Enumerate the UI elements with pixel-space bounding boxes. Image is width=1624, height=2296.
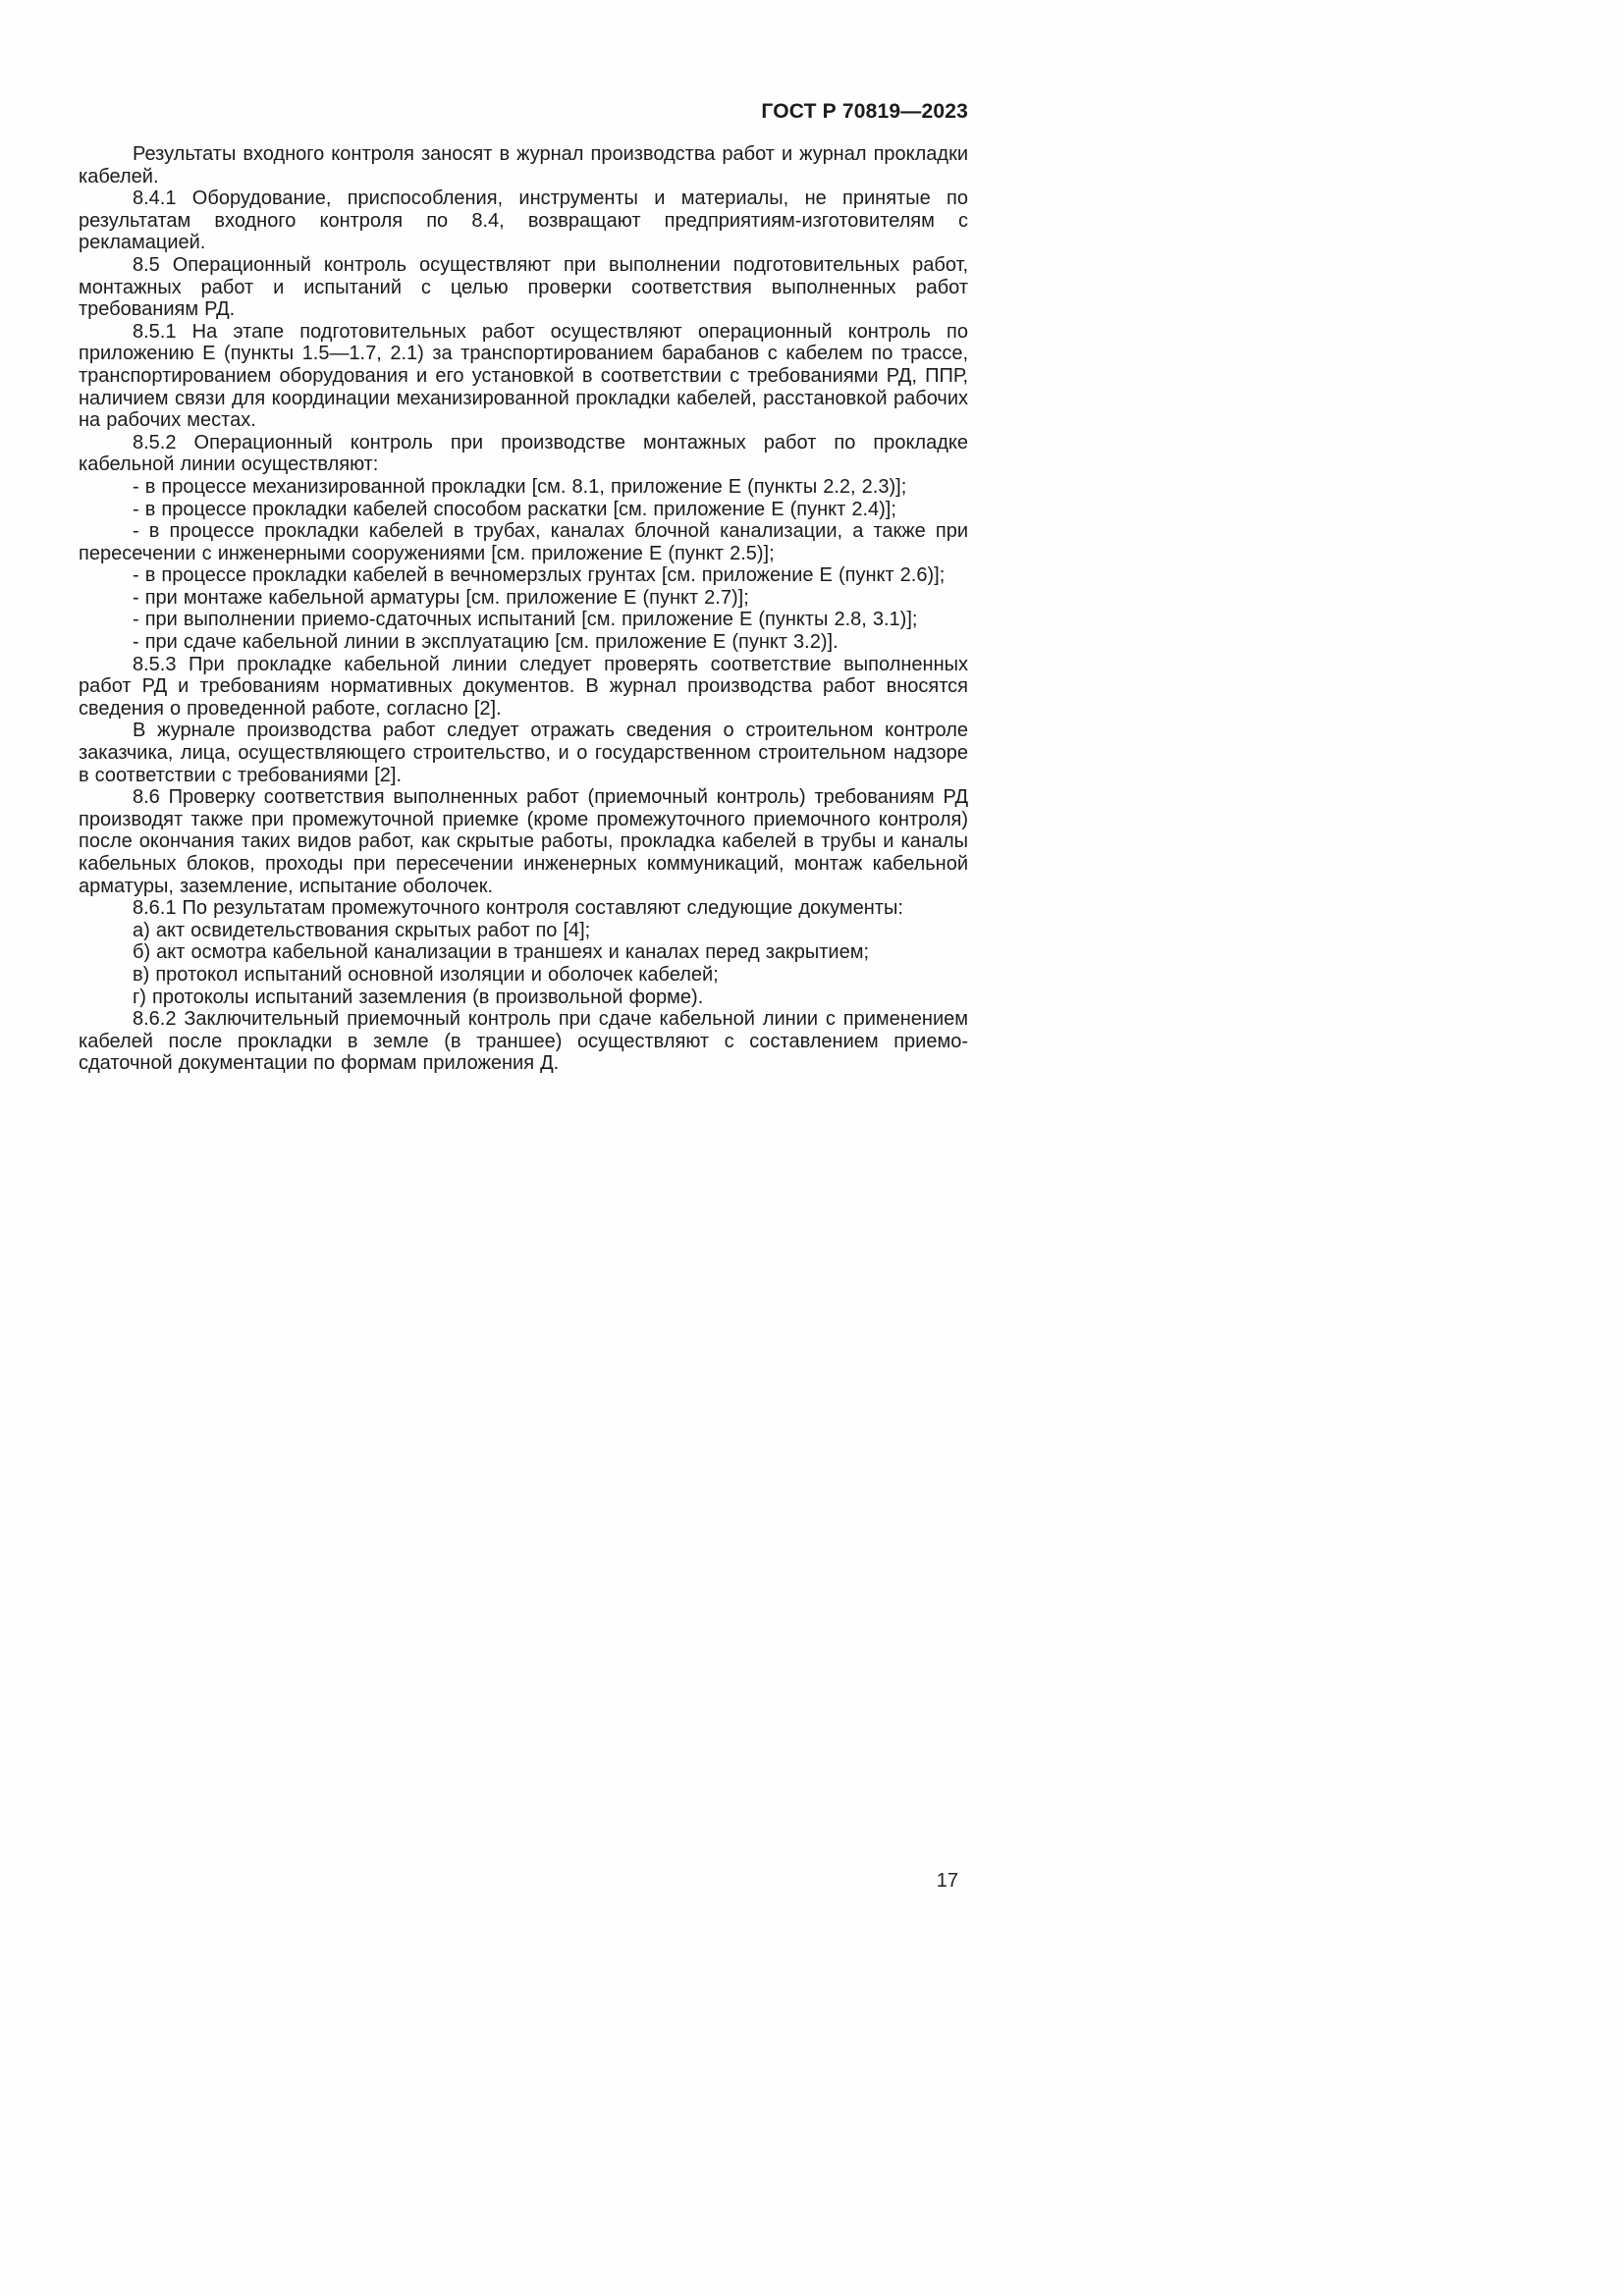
paragraph: 8.6.1 По результатам промежуточного контроля составляют следующие документы:: [133, 897, 903, 920]
list-item: - в процессе прокладки кабелей способом раскатки [см. приложение Е (пункт 2.4)];: [133, 498, 896, 520]
list-item: - при выполнении приемо-сдаточных испытаний [см. приложение Е (пункты 2.8, 3.1)];: [133, 609, 918, 631]
paragraph: 8.6.2 Заключительный приемочный контроль при сдаче кабельной линии с применением кабелей после прокладки в земле (в траншее) осуществляют с составлением приемо-сдаточной документации по формам приложения Д.: [79, 1008, 968, 1075]
list-item: - в процессе прокладки кабелей в вечномерзлых грунтах [см. приложение Е (пункт 2.6)];: [133, 564, 946, 587]
paragraph: Результаты входного контроля заносят в журнал производства работ и журнал прокладки кабелей.: [79, 143, 968, 187]
list-item: а) акт освидетельствования скрытых работ по [4];: [133, 919, 591, 941]
paragraph: 8.6 Проверку соответствия выполненных работ (приемочный контроль) требованиям РД производят также при промежуточной приемке (кроме промежуточного приемочного контроля) после окончания таких видов работ, как скрытые работы, прокладка кабелей в трубы и каналы кабельных блоков, проходы при пересечении инженерных коммуникаций, монтаж кабельной арматуры, заземление, испытание оболочек.: [79, 786, 968, 897]
list-item: г) протоколы испытаний заземления (в произвольной форме).: [133, 986, 704, 1008]
document-body: [79, 143, 968, 1075]
page-number: 17: [936, 1870, 958, 1892]
list-item: б) акт осмотра кабельной канализации в траншеях и каналах перед закрытием;: [133, 941, 869, 964]
paragraph: 8.5.1 На этапе подготовительных работ осуществляют операционный контроль по приложению Е (пункты 1.5—1.7, 2.1) за транспортированием барабанов с кабелем по трассе, транспортированием оборудования и его установкой в соответствии с требованиями РД, ППР, наличием связи для координации механизированной прокладки кабелей, расстановкой рабочих на рабочих местах.: [79, 320, 968, 432]
paragraph: 8.5 Операционный контроль осуществляют при выполнении подготовительных работ, монтажных работ и испытаний с целью проверки соответствия выполненных работ требованиям РД.: [79, 253, 968, 321]
list-item: - при сдаче кабельной линии в эксплуатацию [см. приложение Е (пункт 3.2)].: [133, 631, 839, 654]
paragraph: 8.4.1 Оборудование, приспособления, инструменты и материалы, не принятые по результатам входного контроля по 8.4, возвращают предприятиям-изготовителям с рекламацией.: [79, 187, 968, 254]
list-item: - в процессе прокладки кабелей в трубах, каналах блочной канализации, а также при пересечении с инженерными сооружениями [см. приложение Е (пункт 2.5)];: [79, 520, 968, 564]
paragraph: В журнале производства работ следует отражать сведения о строительном контроле заказчика, лица, осуществляющего строительство, и о государственном строительном надзоре в соответствии с требованиями [2].: [79, 720, 968, 786]
paragraph: 8.5.2 Операционный контроль при производстве монтажных работ по прокладке кабельной линии осуществляют:: [79, 431, 968, 476]
paragraph: 8.5.3 При прокладке кабельной линии следует проверять соответствие выполненных работ РД и требованиям нормативных документов. В журнал производства работ вносятся сведения о проведенной работе, согласно [2].: [79, 653, 968, 720]
list-item: - в процессе механизированной прокладки [см. 8.1, приложение Е (пункты 2.2, 2.3)];: [133, 475, 907, 498]
list-item: - при монтаже кабельной арматуры [см. приложение Е (пункт 2.7)];: [133, 586, 749, 609]
doc-code-header: ГОСТ Р 70819—2023: [761, 100, 968, 123]
list-item: в) протокол испытаний основной изоляции и оболочек кабелей;: [133, 963, 719, 986]
